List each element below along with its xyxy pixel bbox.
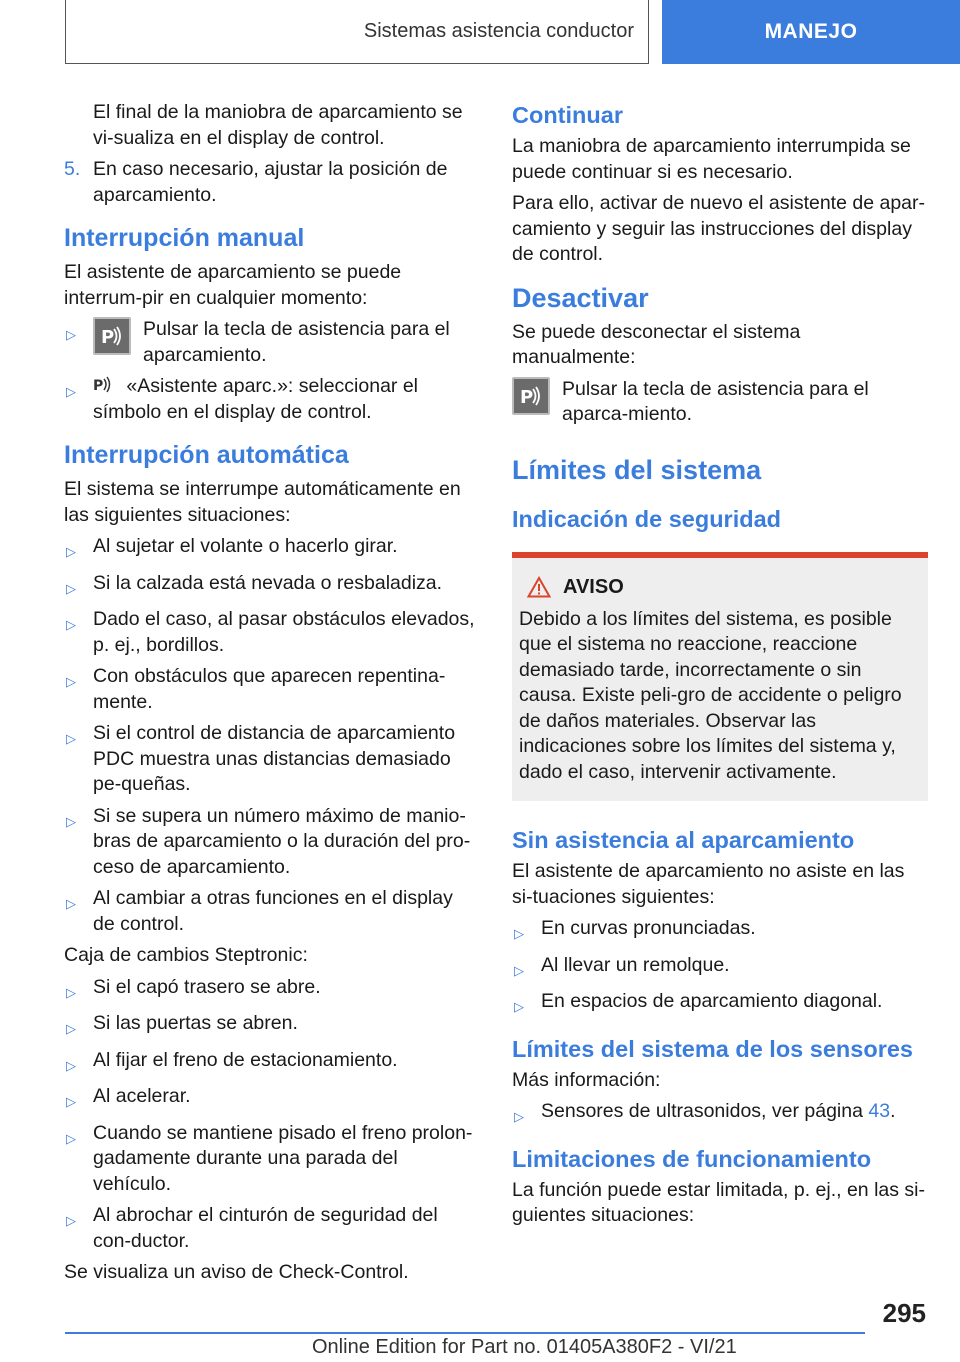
section-title: Sistemas asistencia conductor [65,0,649,64]
page-number: 295 [882,1298,926,1328]
list-item: ▷ Si las puertas se abren. [64,1011,476,1042]
parking-assist-symbol-icon [93,375,115,395]
heading-sin-asistencia: Sin asistencia al aparcamiento [512,827,855,853]
bullet-triangle-icon: ▷ [66,1057,76,1073]
step-text: En caso necesario, ajustar la posición de aparcamiento. [93,158,448,206]
steptronic-label: Caja de cambios Steptronic: [64,944,308,966]
closing-text: Se visualiza un aviso de Check-Control. [64,1261,409,1283]
desactivar-item-text: Pulsar la tecla de asistencia para el aparca-miento. [562,377,869,425]
svg-text:P: P [101,327,115,348]
left-column [64,100,476,1292]
parking-assist-button-icon [512,377,550,415]
list-item: ▷ Si el control de distancia de aparcamiento PDC muestra unas distancias demasiado pe-queñas. [64,721,476,798]
list-item: ▷ Al sujetar el volante o hacerlo girar. [64,534,476,565]
bullet-triangle-icon: ▷ [66,617,76,632]
bullet-triangle-icon: ▷ [66,674,76,689]
intro-text: El final de la maniobra de aparcamiento se vi-sualiza en el display de control. [93,101,463,149]
bullet-triangle-icon: ▷ [66,580,76,596]
bullet-triangle-icon: ▷ [66,1213,76,1228]
list-item: ▷ Al acelerar. [64,1084,476,1115]
svg-text:P: P [520,386,534,408]
parking-assist-button-icon [93,317,131,355]
list-item-text: «Asistente aparc.»: seleccionar el símbolo en el display de control. [93,375,418,423]
continuar-p2: Para ello, activar de nuevo el asistente de apar-camiento y seguir las instrucciones del display de control. [512,192,925,265]
heading-limites: Límites del sistema [512,454,762,485]
list-item: ▷ Sensores de ultrasonidos, ver página 43. [512,1099,928,1130]
sin-list [512,916,928,1020]
svg-text:P: P [93,378,104,394]
limitaciones-text: La función puede estar limitada, p. ej., en las si-guientes situaciones: [512,1178,925,1226]
heading-continuar: Continuar [512,102,623,128]
list-item: ▷ Con obstáculos que aparecen repentina-mente. [64,664,476,715]
page-reference-link[interactable]: 43 [868,1100,891,1122]
list-item: ▷ En curvas pronunciadas. [512,916,928,947]
bullet-triangle-icon: ▷ [66,731,76,746]
steptronic-list [64,975,476,1255]
sensores-text: Más información: [512,1068,661,1091]
bullet-triangle-icon: ▷ [514,926,524,941]
list-item: ▷ Si la calzada está nevada o resbaladiza. [64,571,476,602]
bullet-triangle-icon: ▷ [66,544,76,559]
footer-divider [65,1332,865,1334]
bullet-triangle-icon: ▷ [66,1021,76,1036]
bullet-triangle-icon: ▷ [66,327,76,342]
list-item: ▷ Al abrochar el cinturón de seguridad del con-ductor. [64,1203,476,1254]
desactivar-p1: Se puede desconectar el sistema manualmente: [512,320,801,368]
warning-text: Debido a los límites del sistema, es posible que el sistema no reaccione, reaccione demasiado tarde, incorrectamente o sin causa. Existe peli-gro de accidente o peligro de daños materiales. Observar las indicaciones sobre los límites del sistema y, dado el caso, intervenir activamente. [519,607,902,783]
manual-text: El asistente de aparcamiento se puede interrum-pir en cualquier momento: [64,261,402,309]
manual-list [64,317,476,425]
step-number: 5. [64,158,81,180]
heading-limitaciones: Limitaciones de funcionamiento [512,1145,872,1172]
list-item: ▷ Si el capó trasero se abre. [64,975,476,1006]
auto-list [64,534,476,937]
bullet-triangle-icon: ▷ [66,984,76,1000]
heading-desactivar: Desactivar [512,282,649,313]
list-item-text: Pulsar la tecla de asistencia para el aparcamiento. [143,318,450,366]
heading-auto: Interrupción automática [64,441,349,469]
list-item [64,317,476,368]
bullet-triangle-icon: ▷ [514,999,524,1014]
warning-header [519,576,921,599]
continuar-p1: La maniobra de aparcamiento interrumpida se puede continuar si es necesario. [512,135,911,183]
heading-manual: Interrupción manual [64,224,305,252]
chapter-tab: MANEJO [662,0,960,64]
auto-text: El sistema se interrumpe automáticamente en las siguientes situaciones: [64,478,461,526]
bullet-triangle-icon: ▷ [66,1130,76,1146]
list-item [64,374,476,425]
bullet-triangle-icon: ▷ [66,384,76,399]
right-column [512,100,928,1235]
page-footer [0,1290,960,1362]
list-item: ▷ Cuando se mantiene pisado el freno prolon-gadamente durante una parada del vehículo. [64,1121,476,1198]
edition-text: Online Edition for Part no. 01405A380F2 - VI/21 [312,1336,737,1358]
sensores-list [512,1099,928,1130]
bullet-triangle-icon: ▷ [514,1109,524,1124]
list-item: ▷ Al cambiar a otras funciones en el display de control. [64,886,476,937]
desactivar-item [512,377,928,428]
warning-triangle-icon [527,576,551,598]
warning-title: AVISO [563,575,624,598]
bullet-triangle-icon: ▷ [66,896,76,911]
warning-box [512,552,928,802]
bullet-triangle-icon: ▷ [66,1094,76,1109]
page-header [0,0,960,66]
heading-seguridad: Indicación de seguridad [512,505,781,532]
bullet-triangle-icon: ▷ [514,962,524,978]
list-item: ▷ Al fijar el freno de estacionamiento. [64,1048,476,1079]
list-item: ▷ Si se supera un número máximo de manio-bras de aparcamiento o la duración del pro-ceso de aparcamiento. [64,804,476,881]
bullet-triangle-icon: ▷ [66,813,76,829]
list-item: ▷ Al llevar un remolque. [512,953,928,984]
sin-text: El asistente de aparcamiento no asiste en las si-tuaciones siguientes: [512,860,905,908]
heading-sensores: Límites del sistema de los sensores [512,1035,913,1062]
list-item: ▷ Dado el caso, al pasar obstáculos elevados, p. ej., bordillos. [64,607,476,658]
list-item: ▷ En espacios de aparcamiento diagonal. [512,989,928,1020]
step-5 [64,157,476,208]
